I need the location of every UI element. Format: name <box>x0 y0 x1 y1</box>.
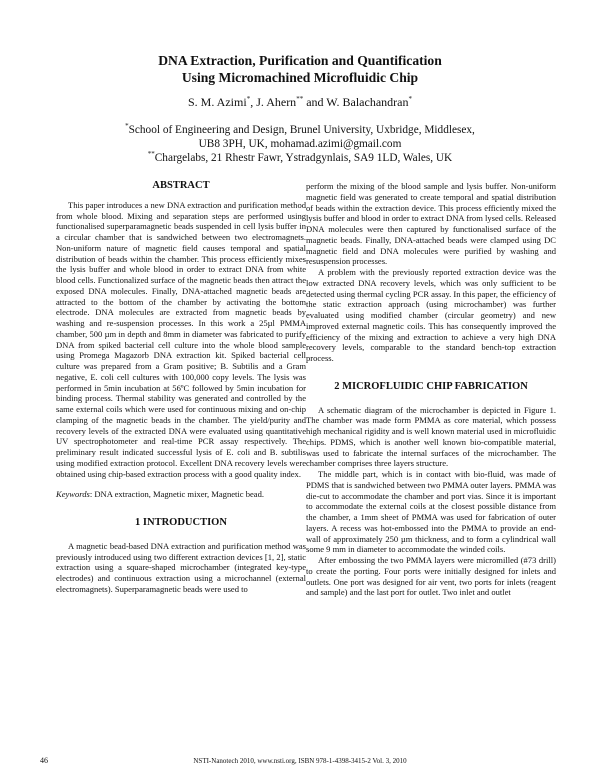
affiliation-1-line-2: UB8 3PH, UK, mohamad.azimi@gmail.com <box>198 138 402 151</box>
author-list: S. M. Azimi*, J. Ahern** and W. Balachandran* <box>188 95 412 109</box>
right-column <box>306 181 556 598</box>
keywords-label: Keywords <box>56 489 90 500</box>
abstract-heading: ABSTRACT <box>152 180 210 191</box>
section-2-heading: 2 MICROFLUIDIC CHIP FABRICATION <box>334 380 528 392</box>
author-name: J. Ahern <box>256 95 297 109</box>
page-number: 46 <box>40 756 48 765</box>
author-name: W. Balachandran <box>326 95 409 109</box>
intro-paragraph-2: A problem with the previously reported extraction device was the low extracted DNA recovery levels, which was only sufficient to be detected using thermal cycling PCR assay. In this paper, the efficiency of the static extraction approach (using microchamber) was further evaluated using modified chamber (circular geometry) and new improved external magnetic coils. This has consequently improved the efficiency of the mixing and extraction to achieve a very high DNA recovery levels, comparable to the standard bench-top extraction process. <box>306 267 556 363</box>
section-2-paragraph-1: A schematic diagram of the microchamber is depicted in Figure 1. The chamber was made form PMMA as core material, which possess high mechanical rigidity and is well known material used in microfluidic chips. PDMS, which is another well known bio-compatible material, was used to fabricate the internal surfaces of the microchamber. The chamber comprises three layers structure. <box>306 404 556 469</box>
author-name: S. M. Azimi <box>188 95 247 109</box>
section-1-heading: 1 INTRODUCTION <box>135 517 227 528</box>
paper-title <box>0 53 600 86</box>
intro-continued-paragraph: perform the mixing of the blood sample and lysis buffer. Non-uniform magnetic field was generated to create temporal and spatial distribution of beads within the extraction device. This process efficiently mixed the lysis buffer and blood in order to extract DNA from lysed cells. Released DNA molecules were then captured by functionalised surface of the magnetic beads. Finally, DNA-attached beads were clamped using DC magnetic field and DNA molecules were purified by washing and resuspension processes. <box>306 181 556 267</box>
title-line-2: Using Micromachined Microfluidic Chip <box>181 69 419 85</box>
author-affil-mark: * <box>408 95 412 103</box>
author-affil-mark: * <box>246 95 251 103</box>
keywords-text: : DNA extraction, Magnetic mixer, Magnetic bead. <box>89 489 264 500</box>
affiliations <box>0 123 600 166</box>
affiliation-1-line-1: *School of Engineering and Design, Brunel University, Uxbridge, Middlesex, <box>125 122 475 136</box>
section-1-paragraph: A magnetic bead-based DNA extraction and purification method was previously introduced using two different extraction devices [1, 2], static extraction using a square-shaped microchamber (integrated key-type electrodes) and continuous extraction using a microchannel (external electromagnets). Superparamagnetic beads were used to <box>56 540 306 594</box>
left-column <box>56 178 306 595</box>
author-affil-mark: ** <box>296 95 304 103</box>
footer-text: NSTI-Nanotech 2010, www.nsti.org, ISBN 978-1-4398-3415-2 Vol. 3, 2010 <box>193 757 407 765</box>
section-2-paragraph-3: After embossing the two PMMA layers were micromilled (#73 drill) to create the porting. Four ports were initially designed for inlets and outlets. One port was designed for air vent, two ports for inlets (reagent and sample) and the last port for outlet. Two inlet and outlet <box>306 555 556 598</box>
section-2-paragraph-2: The middle part, which is in contact with bio-fluid, was made of PDMS that is sandwiched between two PMMA outer layers. PMMA was die-cut to accommodate the chamber and port vias. Since it is important to accommodate the external coils at the closest possible distance from the chamber, a 1mm sheet of PMMA was used for fabrication of outer layers. A recess was hot-embossed into the PMMA to provide an end-wall of approximately 250 µm thickness, and to form a cylindrical wall some 9 mm in diameter to accommodate the winded coils. <box>306 469 556 555</box>
affiliation-2: **Chargelabs, 21 Rhestr Fawr, Ystradgynlais, SA9 1LD, Wales, UK <box>147 150 453 165</box>
title-line-1: DNA Extraction, Purification and Quantification <box>158 53 442 68</box>
keywords <box>56 489 306 500</box>
abstract-text: This paper introduces a new DNA extraction and purification method from whole blood. Mixing and separation steps are performed using functionalised superparamagnetic beads suspended in cell lysis buffer in a circular chamber that is sandwiched between two electromagnets. Non-uniform nature of magnetic field causes temporal and spatial distribution of beads within the chamber. This process efficiently mixes the lysis buffer and whole blood in order to extract DNA from white blood cells. Functionalized surface of the magnetic beads then attract the exposed DNA molecules. Finally, DNA-attached magnetic beads are attracted to the bottom of the chamber by activating the bottom electrode. DNA molecules are extracted from magnetic beads by washing and re-suspension processes. In this work a 25µl PMMA chamber, 500 µm in depth and 8mm in diameter was fabricated to purify DNA from spiked bacterial cell culture into the whole blood sample using Promega Magazorb DNA extraction kit. Spiked bacterial cell culture was prepared from a Gram positive; B. Subtilis and a Gram negative, E. coli cell cultures with 100,000 copy levels. The lysis was performed in 5min incubation at 56ºC followed by 5min incubation for binding process. Thermal stability was generated and controlled by the same external coils which were used for continuous mixing and on-chip clamping of the magnetic beads in the chamber. The yield/purity and recovery levels of the extracted DNA were evaluated using quantitative UV spectrophotometer and real-time PCR assay respectively. The preliminary result indicated successful lysis of E. coli and B. subtilis using modified extraction protocol. Excellent DNA recovery levels were obtained using chip-based extraction process with a good quality index. <box>56 199 306 479</box>
